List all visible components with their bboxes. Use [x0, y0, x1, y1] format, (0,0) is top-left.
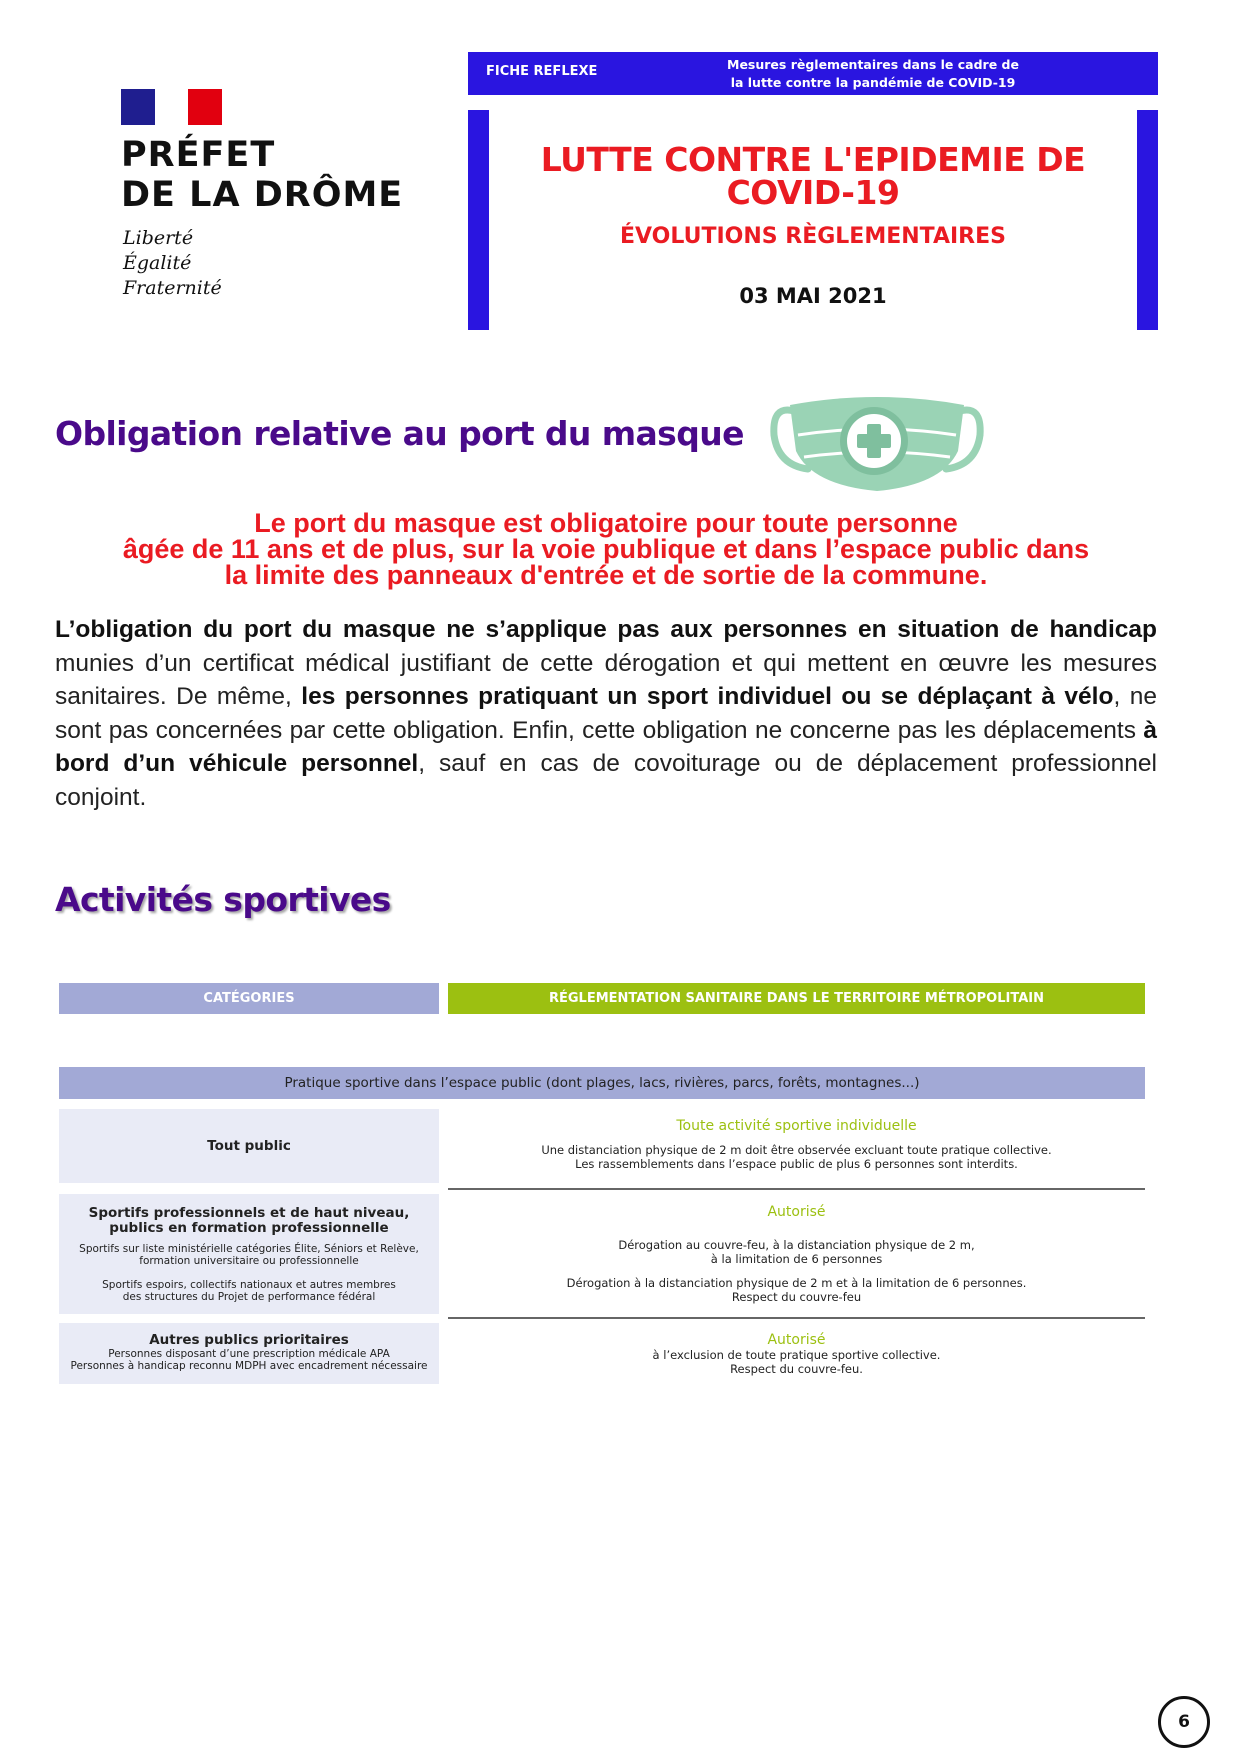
prefecture-name-line1: PRÉFET [121, 135, 276, 175]
document-title [500, 140, 1126, 212]
row-divider [448, 1317, 1145, 1319]
para-bold-2: les personnes pratiquant un sport individuel ou se déplaçant à vélo [301, 683, 1114, 710]
table-header-rules: RÉGLEMENTATION SANITAIRE DANS LE TERRITOIRE MÉTROPOLITAIN [448, 983, 1145, 1014]
mask-section-heading: Obligation relative au port du masque [55, 414, 744, 453]
table-practice-header: Pratique sportive dans l’espace public (dont plages, lacs, rivières, parcs, forêts, montagnes...) [59, 1067, 1145, 1099]
category-cell-autres-publics [59, 1323, 439, 1384]
table-header-categories: CATÉGORIES [59, 983, 439, 1014]
category-sub2-line1: Sportifs espoirs, collectifs nationaux et autres membres [102, 1279, 396, 1291]
para-bold-3: à bord d’un véhicule personnel [55, 716, 1157, 777]
prefecture-name-line2: DE LA DRÔME [121, 175, 404, 215]
header-right-border [1137, 110, 1158, 330]
rule-text-line2: Les rassemblements dans l’espace public de plus 6 personnes sont interdits. [575, 1157, 1018, 1171]
motto-fraternite: Fraternité [123, 277, 222, 299]
row-divider [448, 1188, 1145, 1190]
category-sub2-line2: des structures du Projet de performance fédéral [122, 1291, 376, 1303]
category-cell-tout-public [59, 1109, 439, 1183]
rule-text-line1: à l’exclusion de toute pratique sportive collective. [652, 1348, 941, 1362]
fiche-reflexe-tag: FICHE REFLEXE [486, 64, 598, 79]
warning-line2: âgée de 11 ans et de plus, sur la voie publique et dans l’espace public dans [122, 534, 1090, 564]
prefecture-name [121, 135, 403, 215]
document-date: 03 MAI 2021 [739, 284, 887, 308]
para-text-3: , sauf en cas de covoiturage ou de déplacement professionnel conjoint. [55, 750, 1157, 811]
mask-exemptions-paragraph [55, 613, 1157, 814]
header-context-line2: la lutte contre la pandémie de COVID-19 [730, 75, 1016, 90]
republic-motto [123, 226, 222, 301]
category-sub1-line1: Sportifs sur liste ministérielle catégories Élite, Séniors et Relève, [79, 1243, 419, 1255]
category-title-line1: Sportifs professionnels et de haut niveau, [88, 1205, 410, 1221]
rule-cell-tout-public [448, 1118, 1145, 1171]
rule-a-line2: à la limitation de 6 personnes [710, 1252, 883, 1266]
document-title-line1: LUTTE CONTRE L'EPIDEMIE DE [540, 140, 1086, 179]
rule-text-line1: Une distanciation physique de 2 m doit être observée excluant toute pratique collective. [541, 1143, 1052, 1157]
category-cell-sportifs-pro [59, 1194, 439, 1314]
category-title: Autres publics prioritaires [149, 1332, 349, 1348]
header-left-border [468, 110, 489, 330]
motto-liberte: Liberté [123, 227, 194, 249]
rule-status: Autorisé [767, 1332, 826, 1348]
marianne-flag-logo [121, 89, 222, 125]
motto-egalite: Égalité [123, 252, 192, 274]
sport-section-heading: Activités sportives [55, 880, 391, 919]
warning-line3: la limite des panneaux d'entrée et de sortie de la commune. [224, 560, 988, 590]
rule-b-line1: Dérogation à la distanciation physique de 2 m et à la limitation de 6 personnes. [566, 1276, 1027, 1290]
rule-text-line2: Respect du couvre-feu. [730, 1362, 863, 1376]
document-title-line2: COVID-19 [726, 173, 900, 212]
category-sub-line1: Personnes disposant d’une prescription médicale APA [108, 1348, 390, 1360]
rule-cell-autres-publics [448, 1332, 1145, 1376]
medical-mask-icon [766, 393, 988, 493]
header-context [683, 56, 1063, 92]
rule-status: Toute activité sportive individuelle [676, 1118, 917, 1134]
category-sub-line2: Personnes à handicap reconnu MDPH avec encadrement nécessaire [70, 1360, 428, 1372]
category-title-line2: publics en formation professionnelle [109, 1220, 389, 1236]
rule-b-line2: Respect du couvre-feu [731, 1290, 862, 1304]
para-bold-1: L’obligation du port du masque ne s’applique pas aux personnes en situation de handicap [55, 616, 1157, 643]
page-number: 6 [1158, 1696, 1210, 1748]
para-text-1: munies d’un certificat médical justifiant de cette dérogation et qui mettent en œuvre les mesures sanitaires. De même, [55, 649, 1157, 710]
rule-status: Autorisé [767, 1204, 826, 1220]
para-text-2: , ne sont pas concernées par cette obligation. Enfin, cette obligation ne concerne pas les déplacements [55, 683, 1157, 744]
category-sub1-line2: formation universitaire ou professionnelle [139, 1255, 359, 1267]
rule-cell-sportifs-pro [448, 1204, 1145, 1304]
mask-obligation-warning [55, 510, 1157, 588]
warning-line1: Le port du masque est obligatoire pour toute personne [254, 508, 958, 538]
rule-a-line1: Dérogation au couvre-feu, à la distanciation physique de 2 m, [618, 1238, 975, 1252]
header-banner [468, 52, 1158, 95]
category-title: Tout public [207, 1137, 291, 1154]
document-subtitle: ÉVOLUTIONS RÈGLEMENTAIRES [619, 224, 1006, 249]
header-context-line1: Mesures règlementaires dans le cadre de [727, 57, 1019, 72]
